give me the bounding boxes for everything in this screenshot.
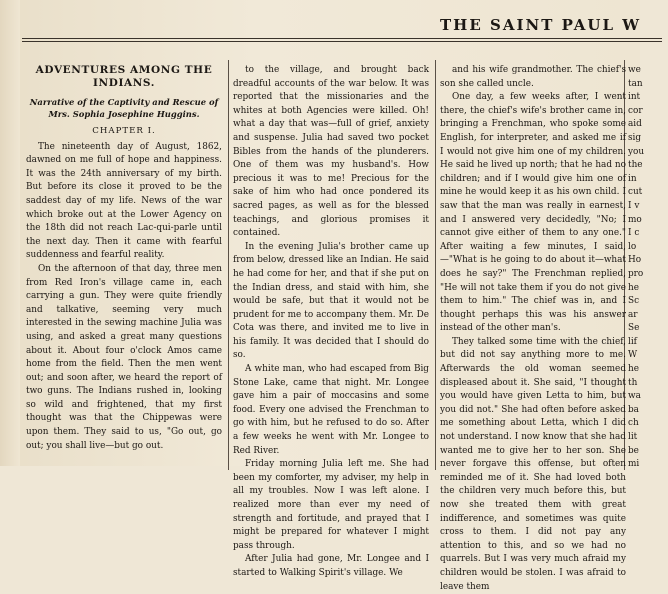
page-edge <box>0 0 20 466</box>
line-fragment: lit <box>628 432 638 443</box>
line-fragment: int <box>628 92 641 103</box>
column-3-text <box>440 64 626 594</box>
column-3 <box>440 64 626 594</box>
column-divider-1 <box>228 60 229 470</box>
paragraph: On the afternoon of that day, three men from Red Iron's village came in, each carrying a gun. They were quite friendly and talkative, seeming very much interested in the sewing machine Julia was using, and asked a great many questions about it. About four o'clock Amos came home from the field. Then the men went out; and soon after, we heard the report of two guns. The Indians rushed in, looking so wild and frightened, that my first thought was that the Chippewas were upon them. They said to us, "Go out, go out; you shall live—but go out. <box>26 263 222 451</box>
line-fragment: pro <box>628 268 644 279</box>
line-fragment: lif <box>628 336 637 347</box>
line-fragment: we <box>628 65 641 75</box>
line-fragment: you <box>628 146 645 157</box>
line-fragment: tan <box>628 78 643 89</box>
column-4-text <box>628 64 668 470</box>
line-fragment: ar <box>628 309 638 320</box>
paragraph: to the village, and brought back dreadful accounts of the war below. It was reported that the missionaries and the whites at both Agencies were killed. Oh! what a day that was—full of grief, anxiety and suspense. Julia had saved two pocket Bibles from the hands of the plunderers. One of them was my husband's. How precious it was to me! Precious for the sake of him who had once pondered its sacred pages, as well as for the blessed teachings, and glorious promises it contained. <box>233 65 429 239</box>
masthead: THE SAINT PAUL W <box>440 16 642 34</box>
line-fragment: he <box>628 364 639 375</box>
line-fragment: he <box>628 282 639 293</box>
paragraph: Friday morning Julia left me. She had been my comforter, my adviser, my help in all my troubles. Now I was left alone. I realized more than ever my need of strength and fortitude, and prayed that I might be prepared for whatever I might pass through. <box>233 459 429 551</box>
paragraph: A white man, who had escaped from Big Stone Lake, came that night. Mr. Longee gave him a pair of moccasins and some food. Every one advised the Frenchman to go with him, but he refused to do so. After a few weeks he went with Mr. Longee to Red River. <box>233 364 429 456</box>
masthead-rule-top <box>22 38 662 39</box>
line-fragment: th <box>628 377 638 388</box>
column-2-text <box>233 64 429 581</box>
line-fragment: wa <box>628 391 641 402</box>
line-fragment: aid <box>628 119 642 130</box>
line-fragment: sig <box>628 132 642 143</box>
line-fragment: mo <box>628 214 642 225</box>
line-fragment: Sc <box>628 296 640 307</box>
article-subtitle: Narrative of the Captivity and Rescue of Mrs. Sophia Josephine Huggins. <box>29 97 219 119</box>
line-fragment: cor <box>628 105 643 116</box>
chapter-heading: CHAPTER I. <box>92 126 156 136</box>
line-fragment: ch <box>628 418 639 429</box>
column-1-text <box>26 141 222 454</box>
line-fragment: cut <box>628 187 643 198</box>
line-fragment: ba <box>628 404 639 415</box>
line-fragment: I c <box>628 228 640 239</box>
paragraph: and his wife grandmother. The chief's son she called uncle. <box>440 65 626 89</box>
line-fragment: I v <box>628 200 640 211</box>
line-fragment: Ho <box>628 255 642 266</box>
line-fragment: in <box>628 173 637 184</box>
line-fragment: W <box>628 350 638 361</box>
paragraph: One day, a few weeks after, I went there, the chief's wife's brother came in, bringing a Frenchman, who spoke some English, for interpreter, and asked me if I would not give him one of my children. He said he lived up north; that he had no children; and if I would give him one of mine he would keep it as his own child. I saw that the man was really in earnest, and I answered very decidedly, "No; I cannot give either of them to any one." After waiting a few minutes, I said,—"What is he going to do about it—what does he say?" The Frenchman replied, "He will not take them if you do not give them to him." The chief was in, and I thought perhaps this was his answer instead of the other man's. <box>440 92 626 334</box>
masthead-rule-bottom <box>22 41 662 42</box>
column-divider-2 <box>435 60 436 470</box>
line-fragment: lo <box>628 241 637 252</box>
line-fragment: be <box>628 445 639 456</box>
column-1 <box>26 64 222 453</box>
paragraph: They talked some time with the chief, but did not say anything more to me. Afterwards the old woman seemed displeased about it. She said, "I thought you would have given Letta to him, but you did not." She had often before asked me something about Letta, which I did not understand. I now know that she had wanted me to give her to her son. She never forgave this offense, but often reminded me of it. She had loved both the children very much before this, but now she treated them with great indifference, and sometimes was quite cross to them. I did not pay any attention to this, and so we had no quarrels. But I was very much afraid my children would be stolen. I was afraid to leave them <box>440 336 626 592</box>
column-4-fragment <box>628 64 668 470</box>
article-title: ADVENTURES AMONG THE INDIANS. <box>35 64 213 89</box>
paragraph: In the evening Julia's brother came up from below, dressed like an Indian. He said he had come for her, and that if she put on the Indian dress, and staid with him, she would be safe, but that it would not be prudent for me to accompany them. Mr. De Cota was there, and invited me to live in his family. It was decided that I should do so. <box>233 241 429 361</box>
paragraph: The nineteenth day of August, 1862, dawned on me full of hope and happiness. It was the 24th anniversary of my birth. But before its close it proved to be the saddest day of my life. News of the war which broke out at the Lower Agency on the 18th did not reach Lac-qui-parle until the next day. Then it came with fearful suddenness and fearful reality. <box>26 141 222 261</box>
column-2 <box>233 64 429 581</box>
line-fragment: the <box>628 160 643 171</box>
line-fragment: Se <box>628 323 640 334</box>
line-fragment: mi <box>628 459 640 470</box>
paragraph: After Julia had gone, Mr. Longee and I started to Walking Spirit's village. We <box>233 554 429 578</box>
